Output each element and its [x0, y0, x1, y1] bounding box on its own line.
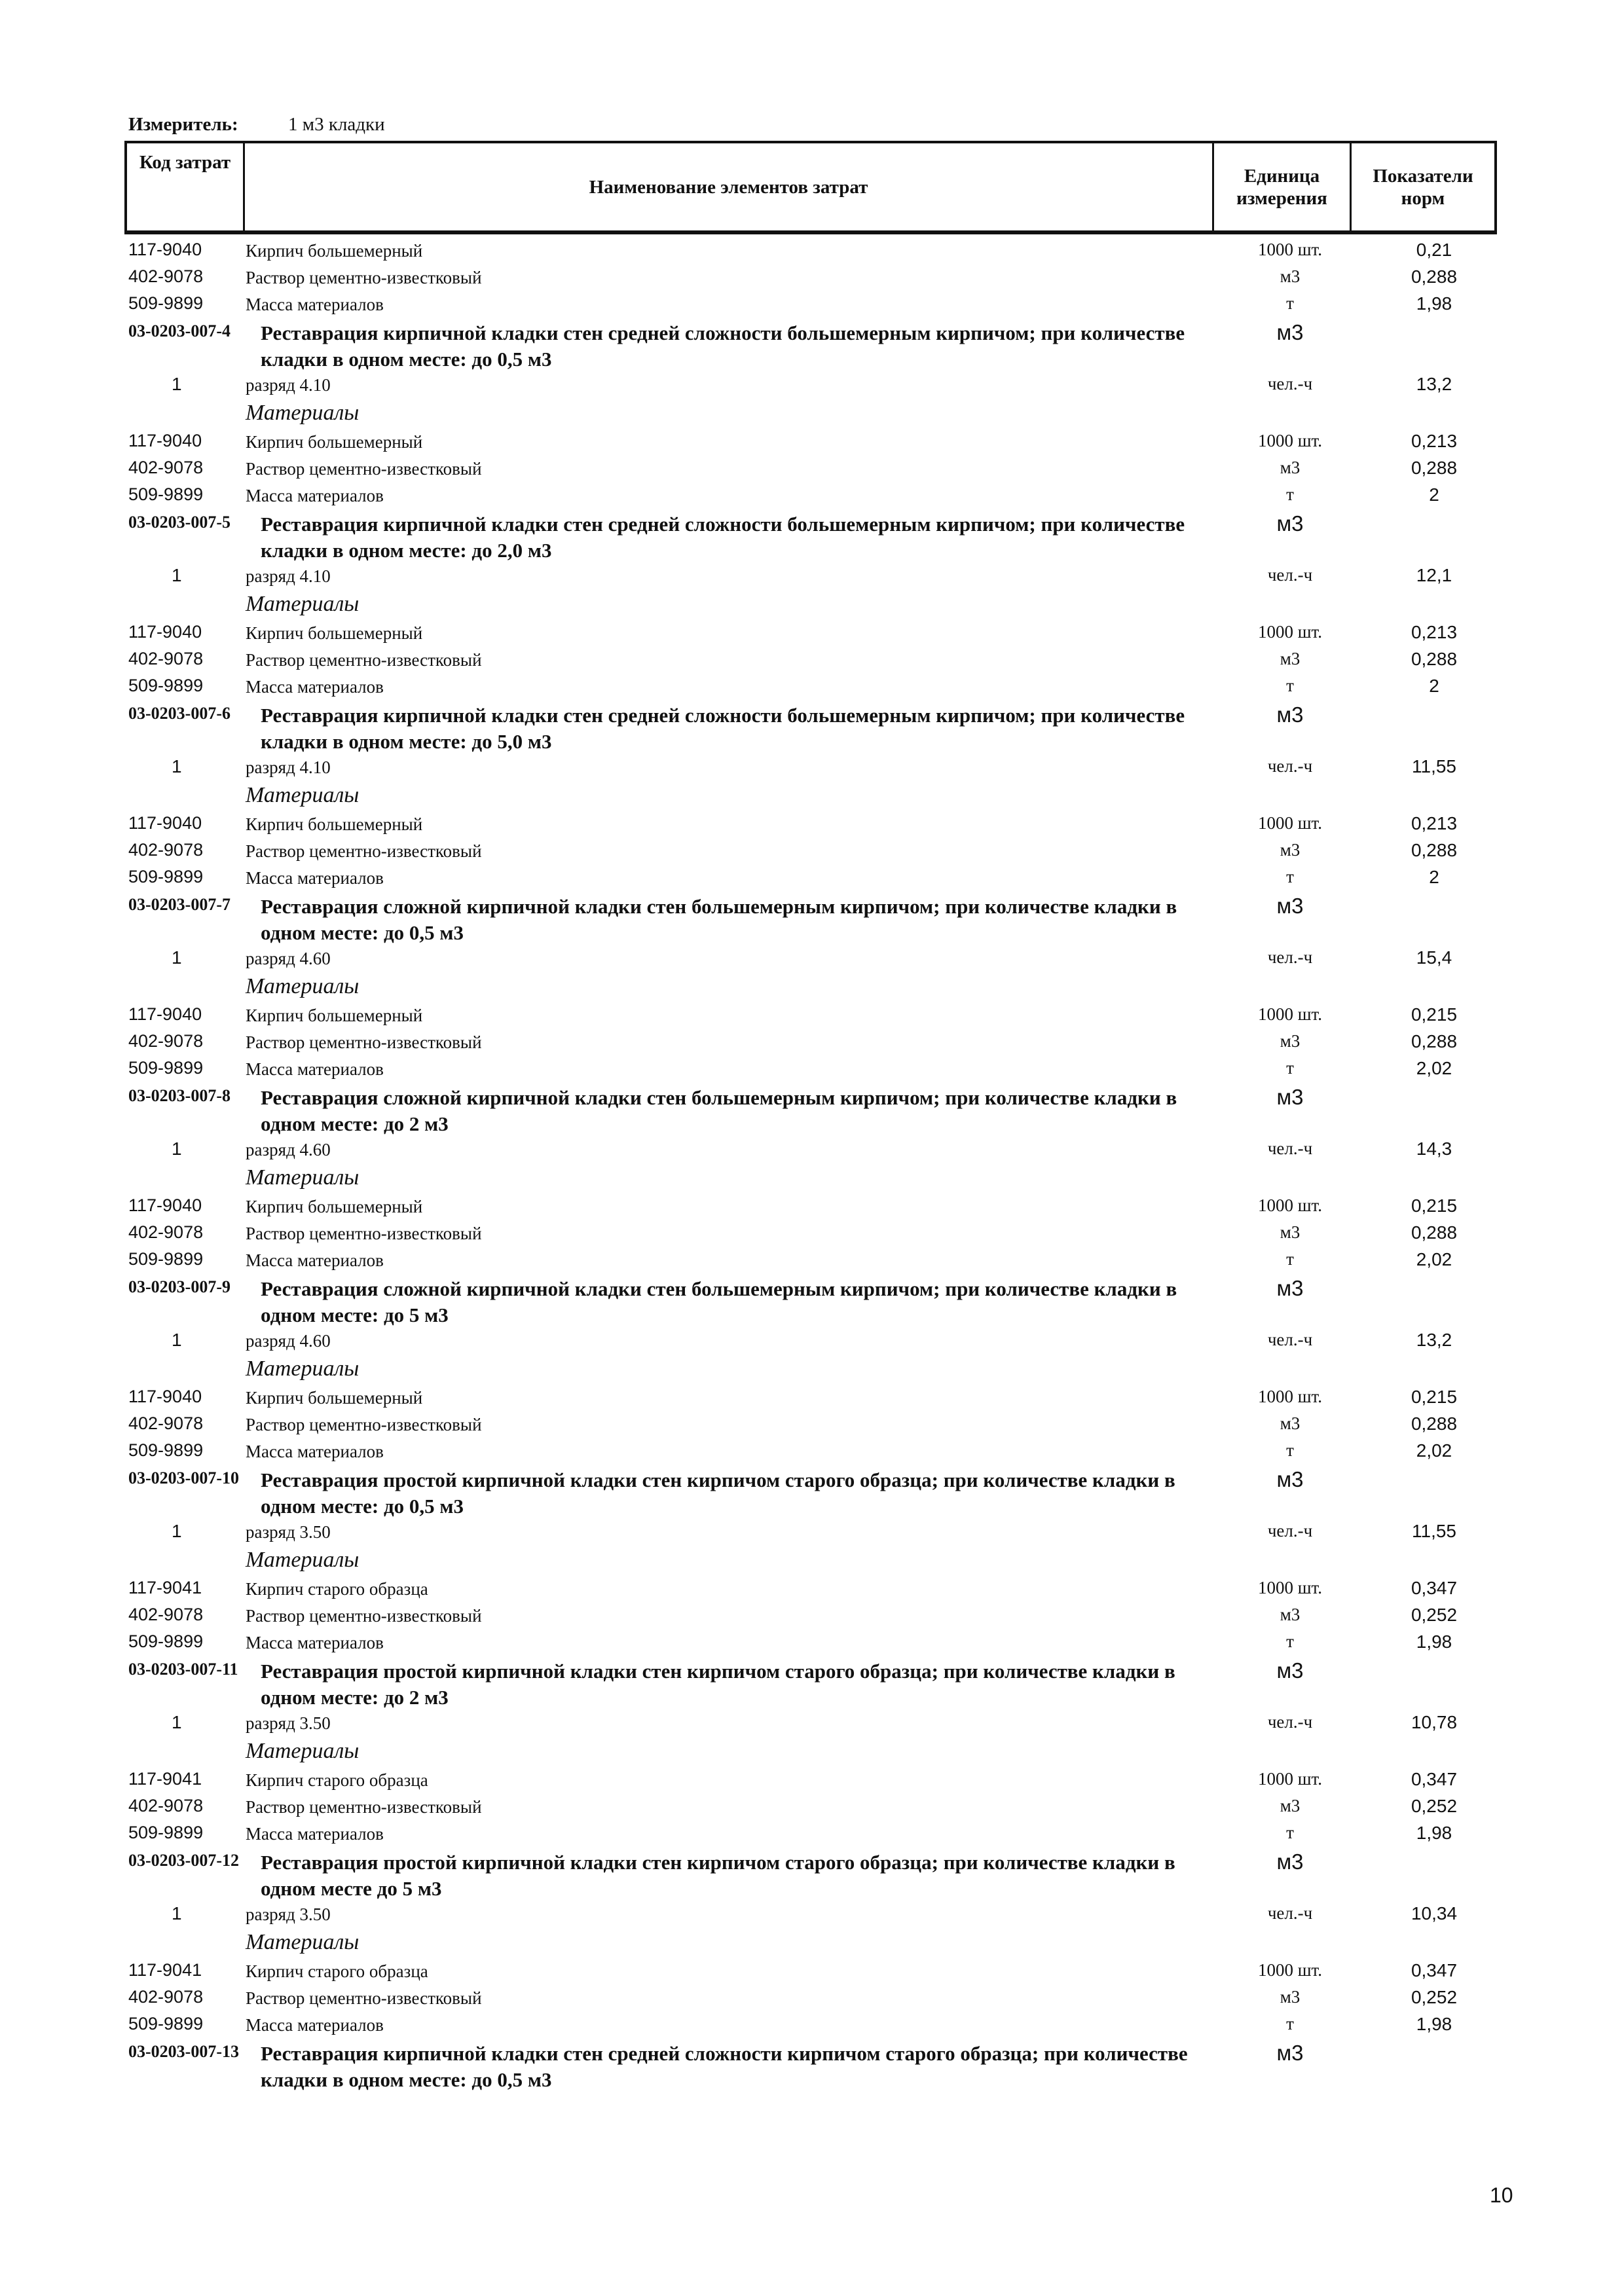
section-unit: м3	[1276, 320, 1304, 344]
resource-row	[0, 867, 1624, 894]
resource-unit: т	[1286, 2014, 1294, 2033]
resource-name: Раствор цементно-известковый	[246, 268, 482, 287]
section-title: Реставрация простой кирпичной кладки стен кирпичом старого образца; при количестве кладки в одном месте до 5 м3	[261, 1851, 1175, 1900]
labor-unit: чел.-ч	[1267, 1712, 1313, 1732]
resource-code: 117-9040	[128, 1195, 202, 1215]
section-header-row	[0, 702, 1624, 756]
resource-code: 509-9899	[128, 484, 204, 504]
labor-code: 1	[172, 947, 182, 968]
resource-unit: 1000 шт.	[1257, 622, 1323, 642]
resource-row	[0, 240, 1624, 266]
materials-subheading: Материалы	[246, 1739, 360, 1763]
labor-row	[0, 1521, 1624, 1548]
resource-code: 509-9899	[128, 2014, 204, 2033]
labor-row	[0, 947, 1624, 974]
resource-row	[0, 1004, 1624, 1031]
resource-row	[0, 1823, 1624, 1850]
resource-unit: т	[1286, 676, 1294, 695]
resource-code: 402-9078	[128, 458, 204, 477]
labor-value: 14,3	[1416, 1139, 1452, 1159]
resource-code: 509-9899	[128, 676, 204, 695]
resource-row	[0, 1960, 1624, 1987]
resource-unit: т	[1286, 484, 1294, 504]
resource-code: 402-9078	[128, 266, 204, 286]
section-header-row	[0, 1085, 1624, 1139]
materials-subheading-row	[0, 1165, 1624, 1195]
resource-unit: 1000 шт.	[1257, 813, 1323, 833]
resource-unit: м3	[1280, 458, 1301, 477]
resource-unit: м3	[1280, 1413, 1301, 1433]
labor-code: 1	[172, 1139, 182, 1159]
labor-name: разряд 3.50	[246, 1904, 331, 1924]
table-header	[124, 141, 1497, 234]
resource-name: Масса материалов	[246, 1824, 384, 1844]
resource-code: 402-9078	[128, 1413, 204, 1433]
labor-row	[0, 1139, 1624, 1165]
labor-row	[0, 756, 1624, 783]
section-title: Реставрация кирпичной кладки стен средней сложности большемерным кирпичом; при количестве кладки в одном месте: до 2,0 м3	[261, 513, 1185, 562]
resource-unit: м3	[1280, 1031, 1301, 1051]
labor-row	[0, 565, 1624, 592]
resource-row	[0, 622, 1624, 649]
section-title: Реставрация кирпичной кладки стен средней сложности большемерным кирпичом; при количестве кладки в одном месте: до 0,5 м3	[261, 321, 1185, 371]
resource-unit: м3	[1280, 1222, 1301, 1242]
resource-code: 117-9040	[128, 431, 202, 450]
resource-value: 0,21	[1416, 240, 1452, 260]
materials-subheading-row	[0, 1739, 1624, 1769]
section-unit: м3	[1276, 1658, 1304, 1683]
labor-name: разряд 4.10	[246, 375, 331, 395]
resource-row	[0, 1413, 1624, 1440]
labor-value: 15,4	[1416, 947, 1452, 968]
section-code: 03-0203-007-4	[128, 321, 231, 340]
resource-name: Раствор цементно-известковый	[246, 459, 482, 479]
resource-unit: м3	[1280, 1987, 1301, 2007]
section-code: 03-0203-007-9	[128, 1277, 231, 1296]
resource-code: 402-9078	[128, 1796, 204, 1815]
resource-value: 1,98	[1416, 1823, 1452, 1843]
header-code	[127, 143, 245, 230]
section-title: Реставрация простой кирпичной кладки стен кирпичом старого образца; при количестве кладки в одном месте: до 0,5 м3	[261, 1468, 1175, 1518]
labor-name: разряд 3.50	[246, 1522, 331, 1542]
resource-name: Масса материалов	[246, 1633, 384, 1652]
header-unit-line2: измерения	[1236, 187, 1327, 209]
resource-unit: 1000 шт.	[1257, 240, 1323, 259]
labor-row	[0, 1712, 1624, 1739]
resource-value: 0,288	[1411, 840, 1458, 860]
resource-name: Раствор цементно-известковый	[246, 650, 482, 670]
resource-row	[0, 813, 1624, 840]
resource-row	[0, 293, 1624, 320]
resource-unit: 1000 шт.	[1257, 1960, 1323, 1980]
resource-value: 0,213	[1411, 813, 1458, 833]
resource-value: 1,98	[1416, 2014, 1452, 2034]
resource-name: Масса материалов	[246, 2015, 384, 2035]
labor-name: разряд 4.60	[246, 1331, 331, 1351]
materials-subheading: Материалы	[246, 1930, 360, 1954]
resource-name: Раствор цементно-известковый	[246, 841, 482, 861]
resource-value: 0,252	[1411, 1987, 1458, 2007]
resource-row	[0, 1440, 1624, 1467]
resource-code: 117-9041	[128, 1960, 202, 1980]
resource-value: 2	[1429, 867, 1439, 887]
resource-code: 117-9040	[128, 813, 202, 833]
resource-row	[0, 266, 1624, 293]
labor-unit: чел.-ч	[1267, 1330, 1313, 1349]
resource-name: Раствор цементно-известковый	[246, 1988, 482, 2008]
resource-unit: м3	[1280, 266, 1301, 286]
resource-row	[0, 1031, 1624, 1058]
resource-code: 509-9899	[128, 1631, 204, 1651]
resource-value: 0,347	[1411, 1578, 1458, 1598]
materials-subheading-row	[0, 1930, 1624, 1960]
resource-name: Кирпич старого образца	[246, 1770, 428, 1790]
resource-row	[0, 1631, 1624, 1658]
resource-row	[0, 676, 1624, 702]
resource-row	[0, 1578, 1624, 1605]
resource-value: 0,215	[1411, 1195, 1458, 1216]
materials-subheading: Материалы	[246, 783, 360, 807]
resource-name: Кирпич большемерный	[246, 1388, 423, 1408]
resource-unit: т	[1286, 1058, 1294, 1078]
resource-row	[0, 1195, 1624, 1222]
materials-subheading: Материалы	[246, 974, 360, 998]
resource-code: 117-9040	[128, 1387, 202, 1406]
labor-value: 10,78	[1411, 1712, 1458, 1732]
materials-subheading: Материалы	[246, 592, 360, 616]
resource-row	[0, 1058, 1624, 1085]
labor-value: 11,55	[1412, 1521, 1456, 1541]
header-norm	[1352, 143, 1494, 230]
section-title: Реставрация кирпичной кладки стен средней сложности кирпичом старого образца; при количестве кладки в одном месте: до 0,5 м3	[261, 2042, 1188, 2091]
header-unit-line1: Единица	[1244, 165, 1320, 187]
resource-row	[0, 431, 1624, 458]
resource-row	[0, 1987, 1624, 2014]
labor-row	[0, 1330, 1624, 1357]
resource-name: Кирпич старого образца	[246, 1579, 428, 1599]
section-code: 03-0203-007-5	[128, 513, 231, 532]
section-unit: м3	[1276, 702, 1304, 727]
section-title: Реставрация сложной кирпичной кладки стен большемерным кирпичом; при количестве кладки в одном месте: до 0,5 м3	[261, 895, 1177, 944]
labor-value: 13,2	[1416, 1330, 1452, 1350]
section-title: Реставрация сложной кирпичной кладки стен большемерным кирпичом; при количестве кладки в одном месте: до 5 м3	[261, 1277, 1177, 1326]
section-header-row	[0, 2041, 1624, 2094]
section-unit: м3	[1276, 1467, 1304, 1491]
resource-unit: т	[1286, 1823, 1294, 1842]
section-title: Реставрация кирпичной кладки стен средней сложности большемерным кирпичом; при количестве кладки в одном месте: до 5,0 м3	[261, 704, 1185, 753]
resource-name: Масса материалов	[246, 868, 384, 888]
resource-code: 509-9899	[128, 1823, 204, 1842]
page-number: 10	[1490, 2183, 1513, 2207]
resource-unit: м3	[1280, 1605, 1301, 1624]
resource-unit: т	[1286, 293, 1294, 313]
resource-name: Масса материалов	[246, 677, 384, 697]
resource-code: 117-9040	[128, 240, 202, 259]
resource-row	[0, 649, 1624, 676]
labor-name: разряд 4.60	[246, 949, 331, 968]
labor-unit: чел.-ч	[1267, 1521, 1313, 1540]
resource-value: 0,347	[1411, 1769, 1458, 1789]
header-norm-line1: Показатели	[1373, 165, 1473, 187]
resource-value: 2,02	[1416, 1058, 1452, 1078]
resource-code: 509-9899	[128, 1058, 204, 1078]
materials-subheading: Материалы	[246, 1357, 360, 1381]
resource-name: Кирпич большемерный	[246, 432, 423, 452]
header-norm-line2: норм	[1401, 187, 1445, 209]
resource-row	[0, 2014, 1624, 2041]
section-title: Реставрация сложной кирпичной кладки стен большемерным кирпичом; при количестве кладки в одном месте: до 2 м3	[261, 1086, 1177, 1135]
measure-value: 1 м3 кладки	[288, 114, 385, 135]
labor-code: 1	[172, 1521, 182, 1541]
resource-row	[0, 1605, 1624, 1631]
labor-name: разряд 4.60	[246, 1140, 331, 1159]
section-code: 03-0203-007-12	[128, 1851, 239, 1870]
materials-subheading-row	[0, 1357, 1624, 1387]
table-body	[0, 240, 1624, 2094]
header-code-label: Код затрат	[139, 152, 231, 173]
resource-code: 509-9899	[128, 293, 204, 313]
resource-value: 0,347	[1411, 1960, 1458, 1980]
resource-code: 402-9078	[128, 1222, 204, 1242]
materials-subheading-row	[0, 783, 1624, 813]
resource-value: 0,215	[1411, 1387, 1458, 1407]
resource-value: 2	[1429, 676, 1439, 696]
resource-code: 402-9078	[128, 840, 204, 860]
resource-unit: т	[1286, 1631, 1294, 1651]
labor-name: разряд 4.10	[246, 566, 331, 586]
resource-code: 509-9899	[128, 1440, 204, 1460]
section-header-row	[0, 1850, 1624, 1903]
resource-unit: т	[1286, 867, 1294, 886]
resource-name: Масса материалов	[246, 1059, 384, 1079]
resource-name: Кирпич большемерный	[246, 814, 423, 834]
resource-unit: 1000 шт.	[1257, 1387, 1323, 1406]
section-unit: м3	[1276, 511, 1304, 536]
resource-value: 1,98	[1416, 293, 1452, 314]
resource-value: 1,98	[1416, 1631, 1452, 1652]
resource-code: 117-9040	[128, 622, 202, 642]
resource-value: 0,288	[1411, 649, 1458, 669]
section-unit: м3	[1276, 1850, 1304, 1874]
measure-label: Измеритель:	[128, 114, 238, 135]
materials-subheading-row	[0, 1548, 1624, 1578]
labor-unit: чел.-ч	[1267, 947, 1313, 967]
section-unit: м3	[1276, 2041, 1304, 2065]
resource-unit: т	[1286, 1249, 1294, 1269]
labor-value: 10,34	[1411, 1903, 1458, 1923]
resource-value: 0,252	[1411, 1796, 1458, 1816]
section-header-row	[0, 1467, 1624, 1521]
resource-value: 0,252	[1411, 1605, 1458, 1625]
resource-code: 117-9040	[128, 1004, 202, 1024]
section-header-row	[0, 1658, 1624, 1712]
labor-code: 1	[172, 565, 182, 585]
resource-code: 402-9078	[128, 1605, 204, 1624]
labor-name: разряд 4.10	[246, 757, 331, 777]
resource-value: 0,288	[1411, 266, 1458, 287]
section-header-row	[0, 511, 1624, 565]
resource-value: 2	[1429, 484, 1439, 505]
resource-value: 0,215	[1411, 1004, 1458, 1025]
section-code: 03-0203-007-10	[128, 1468, 239, 1487]
labor-name: разряд 3.50	[246, 1713, 331, 1733]
resource-row	[0, 1222, 1624, 1249]
section-title: Реставрация простой кирпичной кладки стен кирпичом старого образца; при количестве кладки в одном месте: до 2 м3	[261, 1660, 1175, 1709]
materials-subheading-row	[0, 974, 1624, 1004]
resource-name: Кирпич большемерный	[246, 623, 423, 643]
resource-code: 402-9078	[128, 1031, 204, 1051]
labor-value: 12,1	[1416, 565, 1452, 585]
resource-unit: м3	[1280, 649, 1301, 668]
resource-code: 117-9041	[128, 1578, 202, 1597]
section-header-row	[0, 1276, 1624, 1330]
resource-row	[0, 1387, 1624, 1413]
resource-value: 2,02	[1416, 1440, 1452, 1461]
labor-code: 1	[172, 1712, 182, 1732]
section-code: 03-0203-007-11	[128, 1660, 238, 1679]
resource-row	[0, 458, 1624, 484]
header-name-label: Наименование элементов затрат	[589, 176, 868, 198]
resource-name: Масса материалов	[246, 486, 384, 505]
materials-subheading: Материалы	[246, 1165, 360, 1190]
resource-unit: 1000 шт.	[1257, 1004, 1323, 1024]
resource-value: 0,288	[1411, 1031, 1458, 1051]
resource-code: 509-9899	[128, 867, 204, 886]
resource-code: 117-9041	[128, 1769, 202, 1789]
resource-name: Раствор цементно-известковый	[246, 1415, 482, 1434]
labor-unit: чел.-ч	[1267, 756, 1313, 776]
resource-name: Масса материалов	[246, 295, 384, 314]
resource-row	[0, 1249, 1624, 1276]
section-unit: м3	[1276, 894, 1304, 918]
materials-subheading-row	[0, 592, 1624, 622]
resource-value: 0,213	[1411, 622, 1458, 642]
materials-subheading: Материалы	[246, 1548, 360, 1572]
section-header-row	[0, 320, 1624, 374]
resource-value: 2,02	[1416, 1249, 1452, 1269]
section-code: 03-0203-007-13	[128, 2042, 239, 2061]
section-code: 03-0203-007-7	[128, 895, 231, 914]
materials-subheading-row	[0, 401, 1624, 431]
header-name	[245, 143, 1214, 230]
resource-unit: т	[1286, 1440, 1294, 1460]
labor-unit: чел.-ч	[1267, 1139, 1313, 1158]
resource-name: Масса материалов	[246, 1442, 384, 1461]
resource-row	[0, 840, 1624, 867]
resource-value: 0,213	[1411, 431, 1458, 451]
resource-row	[0, 484, 1624, 511]
section-unit: м3	[1276, 1085, 1304, 1109]
labor-unit: чел.-ч	[1267, 565, 1313, 585]
resource-name: Кирпич старого образца	[246, 1961, 428, 1981]
labor-row	[0, 374, 1624, 401]
labor-code: 1	[172, 374, 182, 394]
labor-value: 13,2	[1416, 374, 1452, 394]
section-header-row	[0, 894, 1624, 947]
resource-name: Кирпич большемерный	[246, 1197, 423, 1216]
labor-unit: чел.-ч	[1267, 374, 1313, 393]
labor-row	[0, 1903, 1624, 1930]
resource-unit: 1000 шт.	[1257, 1578, 1323, 1597]
section-code: 03-0203-007-6	[128, 704, 231, 723]
resource-unit: 1000 шт.	[1257, 1195, 1323, 1215]
resource-code: 402-9078	[128, 649, 204, 668]
measure-line	[128, 114, 385, 136]
labor-unit: чел.-ч	[1267, 1903, 1313, 1923]
labor-code: 1	[172, 1903, 182, 1923]
labor-code: 1	[172, 756, 182, 776]
resource-value: 0,288	[1411, 1222, 1458, 1243]
resource-row	[0, 1769, 1624, 1796]
resource-unit: 1000 шт.	[1257, 431, 1323, 450]
resource-name: Раствор цементно-известковый	[246, 1032, 482, 1052]
resource-value: 0,288	[1411, 1413, 1458, 1434]
materials-subheading: Материалы	[246, 401, 360, 425]
labor-code: 1	[172, 1330, 182, 1350]
resource-value: 0,288	[1411, 458, 1458, 478]
resource-name: Раствор цементно-известковый	[246, 1797, 482, 1817]
resource-name: Кирпич большемерный	[246, 1006, 423, 1025]
resource-row	[0, 1796, 1624, 1823]
resource-unit: м3	[1280, 840, 1301, 860]
section-code: 03-0203-007-8	[128, 1086, 231, 1105]
resource-name: Раствор цементно-известковый	[246, 1606, 482, 1626]
resource-unit: 1000 шт.	[1257, 1769, 1323, 1789]
resource-code: 402-9078	[128, 1987, 204, 2007]
resource-name: Масса материалов	[246, 1250, 384, 1270]
section-unit: м3	[1276, 1276, 1304, 1300]
resource-name: Кирпич большемерный	[246, 241, 423, 261]
resource-name: Раствор цементно-известковый	[246, 1224, 482, 1243]
header-unit	[1214, 143, 1352, 230]
resource-code: 509-9899	[128, 1249, 204, 1269]
resource-unit: м3	[1280, 1796, 1301, 1815]
labor-value: 11,55	[1412, 756, 1456, 776]
